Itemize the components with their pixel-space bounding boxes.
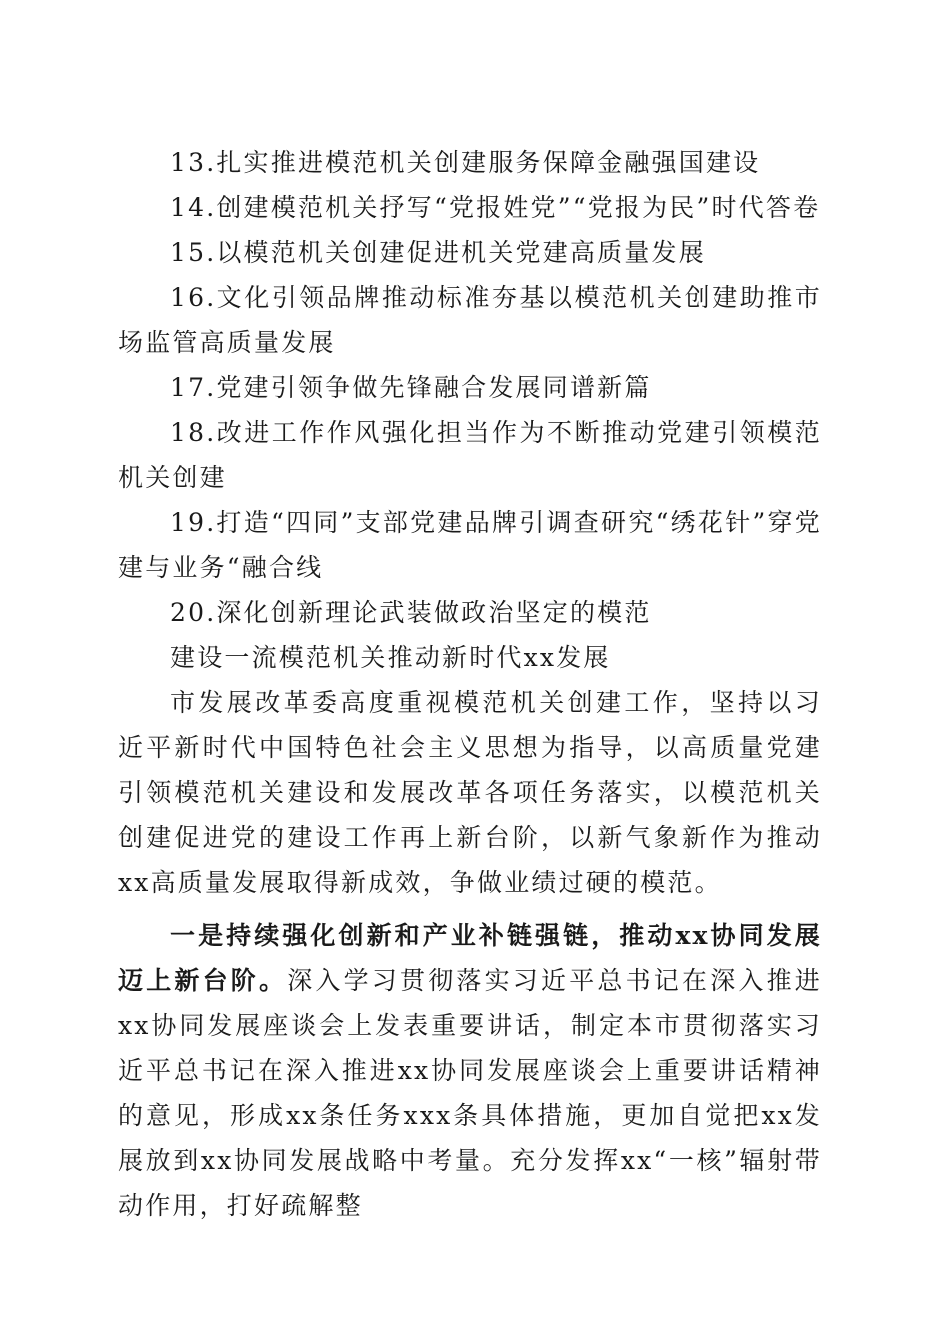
document-body xyxy=(118,140,822,1228)
list-item: 13.扎实推进模范机关创建服务保障金融强国建设 xyxy=(170,148,761,177)
list-item: 18.改进工作作风强化担当作为不断推动党建引领模范机关创建 xyxy=(118,418,822,492)
list-item: 19.打造“四同”支部党建品牌引调查研究“绣花针”穿党建与业务“融合线 xyxy=(118,508,822,582)
article-title: 建设一流模范机关推动新时代xx发展 xyxy=(170,643,611,672)
list-item: 20.深化创新理论武装做政治坚定的模范 xyxy=(170,598,652,627)
list-item: 17.党建引领争做先锋融合发展同谱新篇 xyxy=(170,373,652,402)
section-one-heading: 一是持续强化创新和产业补链强链，推动xx协同发展迈上新台阶。 xyxy=(118,921,822,995)
list-item: 16.文化引领品牌推动标准夯基以模范机关创建助推市场监管高质量发展 xyxy=(118,283,822,357)
section-one-paragraph xyxy=(118,913,822,1228)
list-item: 15.以模范机关创建促进机关党建高质量发展 xyxy=(170,238,706,267)
list-item: 14.创建模范机关抒写“党报姓党”“党报为民”时代答卷 xyxy=(170,193,821,222)
intro-paragraph: 市发展改革委高度重视模范机关创建工作，坚持以习近平新时代中国特色社会主义思想为指导，以高质量党建引领模范机关建设和发展改革各项任务落实，以模范机关创建促进党的建设工作再上新台阶，以新气象新作为推动xx高质量发展取得新成效，争做业绩过硬的模范。 xyxy=(118,688,822,897)
section-one-body: 深入学习贯彻落实习近平总书记在深入推进xx协同发展座谈会上发表重要讲话，制定本市贯彻落实习近平总书记在深入推进xx协同发展座谈会上重要讲话精神的意见，形成xx条任务xxx条具体措施，更加自觉把xx发展放到xx协同发展战略中考量。充分发挥xx“一核”辐射带动作用，打好疏解整 xyxy=(118,966,822,1220)
